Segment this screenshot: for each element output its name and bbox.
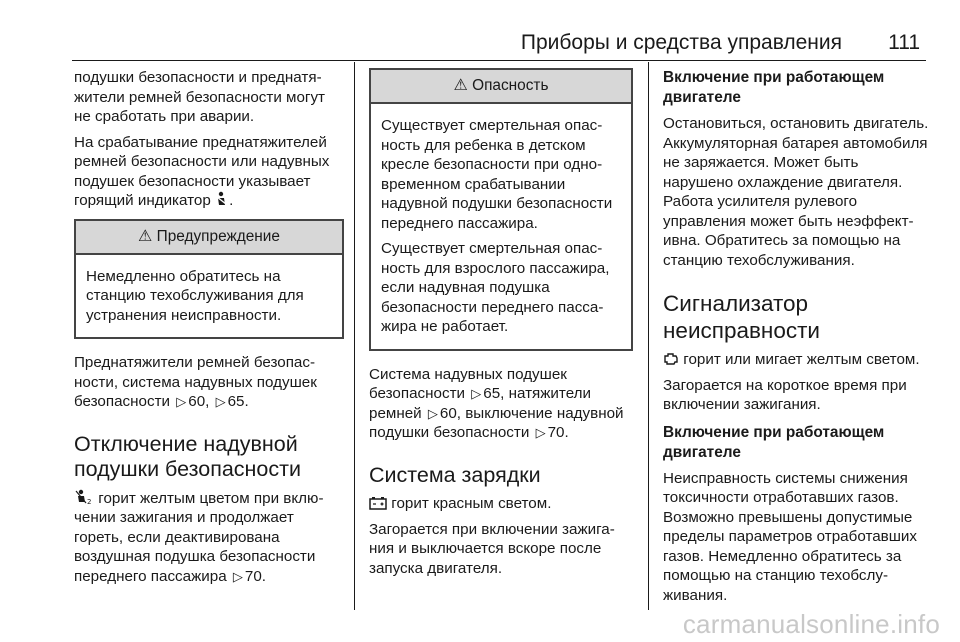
column-3 — [663, 68, 929, 611]
paragraph: Преднатяжители ремней безопасности, система надувных подушек безопасности ▷ 60, ▷ 65. — [74, 354, 317, 410]
section-heading: Сигнализатор неисправности — [663, 291, 820, 343]
paragraph: Система надувных подушек безопасности ▷ 65, натяжители ремней ▷ 60, выключение надувной подушки безопасности ▷ 70. — [369, 365, 624, 441]
danger-box-header: ⚠ Опасность — [371, 70, 631, 104]
paragraph: Загорается при включении зажигания и выключается вскоре после запуска двигателя. — [369, 520, 615, 577]
danger-text: Существует смертельная опасность для ребенка в детском кресле безопасности при одновременном срабатывании надувной подушки безопасности переднего пассажира. — [381, 117, 613, 232]
warning-box-header: ⚠ Предупреждение — [76, 221, 342, 255]
page-ref-icon: ▷ — [176, 394, 187, 409]
paragraph: На срабатывание преднатяжителей ремней безопасности или надувных подушек безопасности указывает горящий индикатор . — [74, 133, 330, 209]
warning-text: Немедленно обратитесь на станцию техобслуживания для устранения неисправности. — [86, 267, 304, 324]
page-title: Приборы и средства управления — [520, 31, 842, 54]
page-ref-icon: ▷ — [535, 425, 546, 440]
paragraph: горит или мигает желтым светом. — [663, 350, 929, 370]
column-1 — [74, 68, 344, 592]
column-2 — [369, 68, 633, 584]
page-ref-icon: ▷ — [215, 394, 226, 409]
paragraph: Остановиться, остановить двигатель. Аккумуляторная батарея автомобиля не заряжается. Может быть нарушено охлаждение двигателя. Работа усилителя рулевого управления может быть неэффективна. Обратитесь за помощью на станцию техобслуживания. — [663, 115, 929, 269]
engine-check-icon — [663, 352, 679, 366]
section-heading: Отключение надувной подушки безопасности — [74, 431, 301, 481]
airbag-off-icon — [74, 489, 94, 505]
header-rule — [72, 60, 926, 61]
warning-icon: ⚠ — [453, 77, 468, 94]
subsection-heading: Включение при работающем двигателе — [663, 423, 885, 461]
danger-box — [369, 68, 633, 351]
warning-box — [74, 219, 344, 340]
page-number: 111 — [888, 31, 920, 54]
paragraph: 2 горит желтым цветом при включении зажигания и продолжает гореть, если деактивирована воздушная подушка безопасности переднего пассажира ▷ 70. — [74, 489, 324, 585]
section-heading: Система зарядки — [369, 462, 541, 487]
page-ref-icon: ▷ — [471, 386, 482, 401]
page-ref-icon: ▷ — [427, 405, 438, 421]
paragraph: Загорается на короткое время при включении зажигания. — [663, 376, 907, 413]
column-divider-1 — [354, 62, 355, 610]
page-ref-icon: ▷ — [232, 568, 243, 584]
svg-text:2: 2 — [87, 497, 92, 505]
paragraph: подушки безопасности и преднатяжители ремней безопасности могут не сработать при аварии. — [74, 69, 326, 125]
page-header — [0, 28, 960, 62]
danger-text: Существует смертельная опасность для взрослого пассажира, если надувная подушка безопасности переднего пассажира не работает. — [381, 240, 610, 335]
paragraph: горит красным светом. — [369, 494, 633, 514]
battery-icon — [369, 496, 387, 510]
paragraph: Неисправность системы снижения токсичности отработавших газов. Возможно превышены допустимые пределы параметров отработавших газов. Немедленно обратитесь за помощью на станцию техобслуживания. — [663, 469, 918, 604]
column-divider-2 — [648, 62, 649, 610]
seatbelt-airbag-icon — [215, 191, 229, 207]
subsection-heading: Включение при работающем двигателе — [663, 69, 885, 106]
warning-icon: ⚠ — [138, 227, 153, 245]
watermark: carmanualsonline.info — [682, 609, 940, 639]
